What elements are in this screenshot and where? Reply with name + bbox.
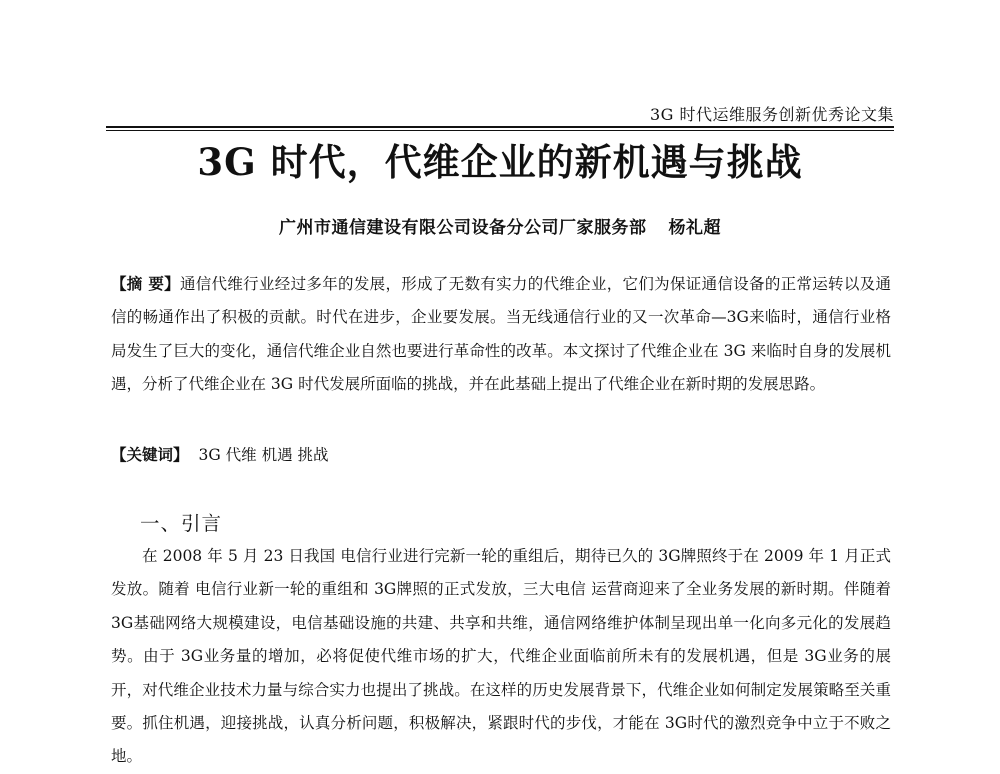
article-title: 3G 时代，代维企业的新机遇与挑战 xyxy=(197,140,803,184)
author-affiliation: 广州市通信建设有限公司设备分公司厂家服务部 xyxy=(279,218,647,238)
section-heading: 一、引言 xyxy=(140,512,223,535)
abstract-text: 通信代维行业经过多年的发展，形成了无数有实力的代维企业，它们为保证通信设备的正常运转以及通信的畅通作出了积极的贡献。时代在进步，企业要发展。当无线通信行业的又一次革命—3G来临时，通信行业格局发生了巨大的变化，通信代维企业自然也要进行革命性的改革。本文探讨了代维企业在 3G 来临时自身的发展机遇，分析了代维企业在 3G 时代发展所面临的挑战，并在此基础上提出了代维企业在新时期的发展思路。 xyxy=(111,275,891,394)
header-rule-thin xyxy=(106,130,894,131)
keywords-label: 【关键词】 xyxy=(111,446,189,464)
abstract xyxy=(111,268,891,402)
keywords xyxy=(111,440,891,470)
abstract-label: 【摘 要】 xyxy=(111,275,180,293)
author-line xyxy=(0,213,1000,238)
running-header: 3G 时代运维服务创新优秀论文集 xyxy=(649,105,894,124)
keywords-text: 3G 代维 机遇 挑战 xyxy=(198,446,329,464)
section-body: 在 2008 年 5 月 23 日我国 电信行业进行完新一轮的重组后，期待已久的 3G牌照终于在 2009 年 1 月正式发放。随着 电信行业新一轮的重组和 3G牌照的正式发放，三大电信 运营商迎来了全业务发展的新时期。伴随着 3G基础网络大规模建设，电信基础设施的共建、共享和共维，通信网络维护体制呈现出单一化向多元化的发展趋势。由于 3G业务量的增加，必将促使代维市场的扩大，代维企业面临前所未有的发展机遇，但是 3G业务的展开，对代维企业技术力量与综合实力也提出了挑战。在这样的历史发展背景下，代维企业如何制定发展策略至关重要。抓住机遇，迎接挑战，认真分析问题，积极解决，紧跟时代的步伐，才能在 3G时代的激烈竞争中立于不败之地。 xyxy=(111,547,891,766)
author-name: 杨礼超 xyxy=(668,218,721,238)
header-rule xyxy=(106,126,894,128)
